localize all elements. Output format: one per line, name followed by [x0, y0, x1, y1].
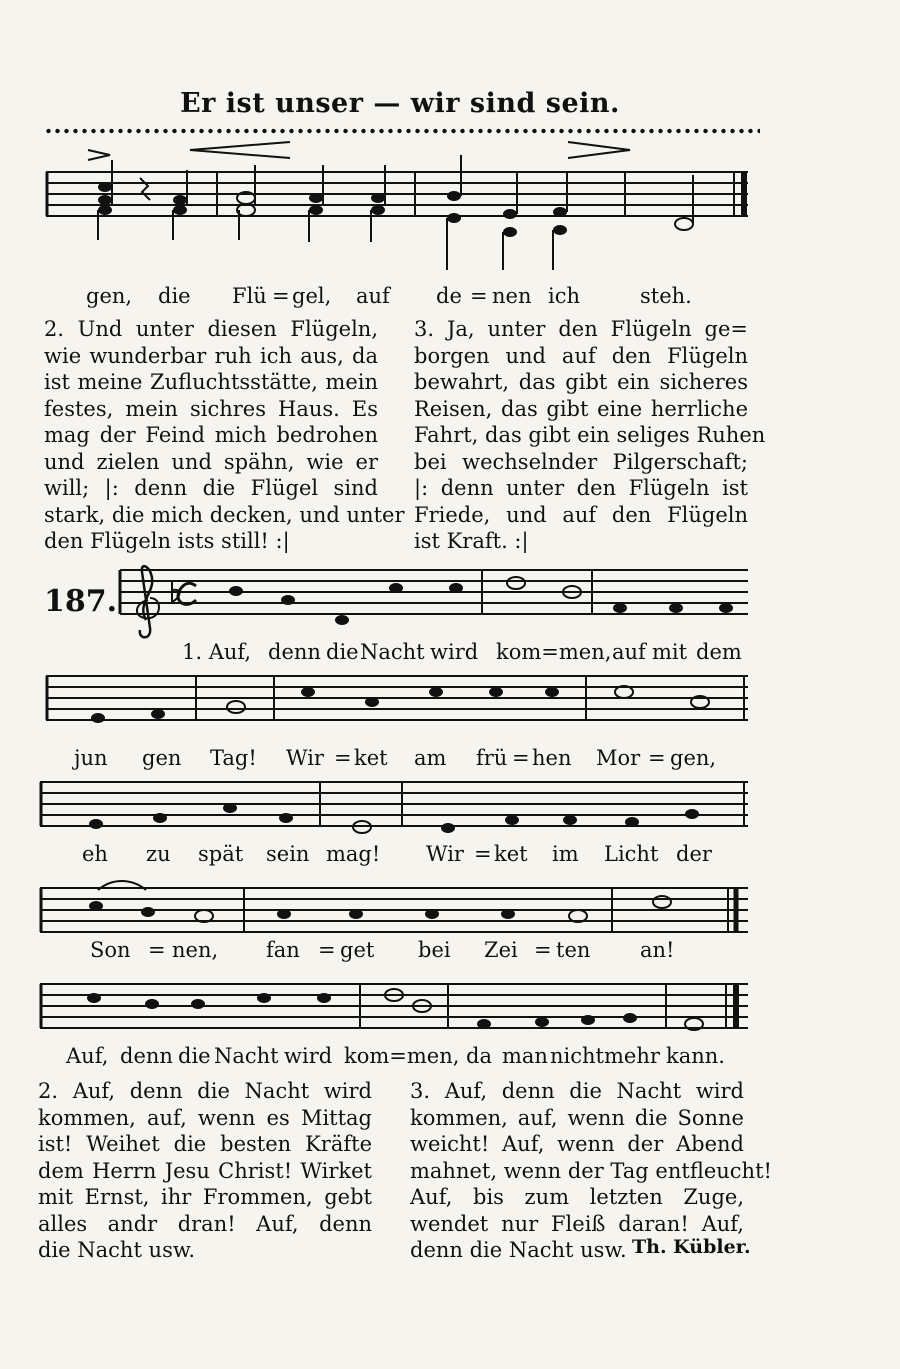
lyric-syllable: Nacht [214, 1044, 279, 1068]
lyric-syllable: mit [652, 640, 688, 664]
lyric-syllable: hen [532, 746, 572, 770]
lyric-syllable: spät [198, 842, 244, 866]
verse-line: alles andr dran! Auf, denn [38, 1211, 372, 1236]
lyric-syllable: steh. [640, 284, 692, 308]
lyric-syllable: Son [90, 938, 131, 962]
verse-line: ist meine Zufluchtsstätte, mein [44, 370, 378, 394]
verse-line: borgen und auf den Flügeln [414, 343, 748, 368]
lyric-syllable: Wir [286, 746, 324, 770]
lyric-syllable: nen [492, 284, 532, 308]
lyric-syllable: ten [556, 938, 591, 962]
lyric-syllable: = [318, 938, 336, 962]
lyric-syllable: die [178, 1044, 211, 1068]
verse-line: Fahrt, das gibt ein seliges Ruhen [414, 423, 766, 447]
verse-line: bewahrt, das gibt ein sicheres [414, 370, 748, 394]
lyric-syllable: an! [640, 938, 675, 962]
lyric-syllable: denn [120, 1044, 173, 1068]
verse-2-bottom [38, 1078, 372, 1264]
verse-line: mit Ernst, ihr Frommen, gebt [38, 1185, 372, 1209]
lyric-syllable: da [466, 1044, 492, 1068]
verse-line: stark, die mich decken, und unter [44, 502, 405, 527]
lyric-syllable: = [334, 746, 352, 770]
verse-3-top [414, 316, 766, 555]
author-credit: Th. Kübler. [632, 1236, 751, 1258]
verse-line: wie wunderbar ruh ich aus, da [44, 343, 378, 368]
lyric-syllable: auf [356, 284, 390, 308]
verse-line: denn die Nacht usw. [410, 1238, 627, 1262]
lyric-syllable: kom=men, [344, 1044, 460, 1068]
lyric-syllable: die [326, 640, 359, 664]
lyric-syllable: mag! [326, 842, 381, 866]
verse-2-top [44, 316, 405, 555]
verse-line: 3. Auf, denn die Nacht wird [410, 1079, 744, 1103]
lyric-syllable: = [534, 938, 552, 962]
lyric-syllable: Wir [426, 842, 464, 866]
lyric-syllable: = [474, 842, 492, 866]
verse-line: und zielen und spähn, wie er [44, 449, 378, 474]
lyric-syllable: ket [494, 842, 528, 866]
lyric-syllable: Tag! [210, 746, 257, 770]
verse-line: dem Herrn Jesu Christ! Wirket [38, 1158, 372, 1183]
lyric-syllable: de [436, 284, 462, 308]
lyric-syllable: Mor [596, 746, 641, 770]
lyric-syllable: der [676, 842, 712, 866]
lyric-syllable: bei [418, 938, 451, 962]
lyric-syllable: jun [74, 746, 108, 770]
verse-line: 2. Und unter diesen Flügeln, [44, 317, 378, 341]
lyric-syllable: kom=men, [496, 640, 612, 664]
lyric-syllable: Zei [484, 938, 518, 962]
lyric-syllable: gen, [670, 746, 717, 770]
lyric-syllable: die [158, 284, 191, 308]
lyric-syllable: sein [266, 842, 310, 866]
verse-line: Reisen, das gibt eine herrliche [414, 396, 748, 421]
lyric-syllable: ich [548, 284, 581, 308]
verse-line: ist! Weihet die besten Kräfte [38, 1132, 372, 1156]
lyric-syllable: = [272, 284, 290, 308]
verse-line: den Flügeln ists still! :| [44, 529, 290, 553]
verse-line: ist Kraft. :| [414, 529, 529, 553]
lyric-syllable: wird [430, 640, 479, 664]
lyric-syllable: am [414, 746, 447, 770]
verse-line: 3. Ja, unter den Flügeln ge= [414, 317, 748, 341]
lyric-syllable: Licht [604, 842, 659, 866]
verse-line: Friede, und auf den Flügeln [414, 502, 748, 527]
verse-line: mag der Feind mich bedrohen [44, 423, 378, 447]
lyric-syllable: = [648, 746, 666, 770]
lyric-syllable: fan [266, 938, 300, 962]
verse-line: die Nacht usw. [38, 1238, 196, 1262]
lyric-syllable: zu [146, 842, 171, 866]
lyric-syllable: gen, [86, 284, 133, 308]
lyric-syllable: dem [696, 640, 742, 664]
verse-line: festes, mein sichres Haus. Es [44, 396, 378, 421]
verse-line: kommen, auf, wenn die Sonne [410, 1105, 744, 1130]
hymn-number: 187. [44, 584, 118, 619]
verse-line: bei wechselnder Pilgerschaft; [414, 449, 748, 474]
verse-line: wendet nur Fleiß daran! Auf, [410, 1211, 744, 1236]
lyric-syllable: nen, [172, 938, 219, 962]
lyric-syllable: eh [82, 842, 108, 866]
lyric-syllable: ket [354, 746, 388, 770]
verse-line: will; |: denn die Flügel sind [44, 476, 378, 500]
verse-line: kommen, auf, wenn es Mittag [38, 1105, 372, 1130]
verse-line: Auf, bis zum letzten Zuge, [410, 1185, 744, 1209]
lyric-syllable: denn [268, 640, 321, 664]
verse-line: 2. Auf, denn die Nacht wird [38, 1079, 372, 1103]
lyric-syllable: mehr [604, 1044, 660, 1068]
lyric-syllable: gel, [292, 284, 332, 308]
lyric-syllable: 1. Auf, [182, 640, 252, 664]
lyric-syllable: im [552, 842, 579, 866]
lyric-syllable: = [148, 938, 166, 962]
lyric-syllable: auf [612, 640, 646, 664]
lyric-syllable: Flü [232, 284, 267, 308]
lyric-syllable: Nacht [360, 640, 425, 664]
dotted-rule [44, 128, 760, 134]
lyric-syllable: Auf, [66, 1044, 109, 1068]
lyric-syllable: gen [142, 746, 182, 770]
lyric-syllable: wird [284, 1044, 333, 1068]
page-header-title: Er ist unser — wir sind sein. [180, 88, 620, 119]
lyric-syllable: get [340, 938, 375, 962]
lyric-syllable: nicht [550, 1044, 604, 1068]
lyric-syllable: = [470, 284, 488, 308]
lyric-syllable: = [512, 746, 530, 770]
lyric-syllable: man [502, 1044, 548, 1068]
verse-line: |: denn unter den Flügeln ist [414, 476, 748, 500]
lyric-syllable: frü [476, 746, 508, 770]
lyric-syllable: kann. [666, 1044, 725, 1068]
verse-line: mahnet, wenn der Tag entfleucht! [410, 1158, 772, 1183]
verse-line: weicht! Auf, wenn der Abend [410, 1132, 744, 1156]
